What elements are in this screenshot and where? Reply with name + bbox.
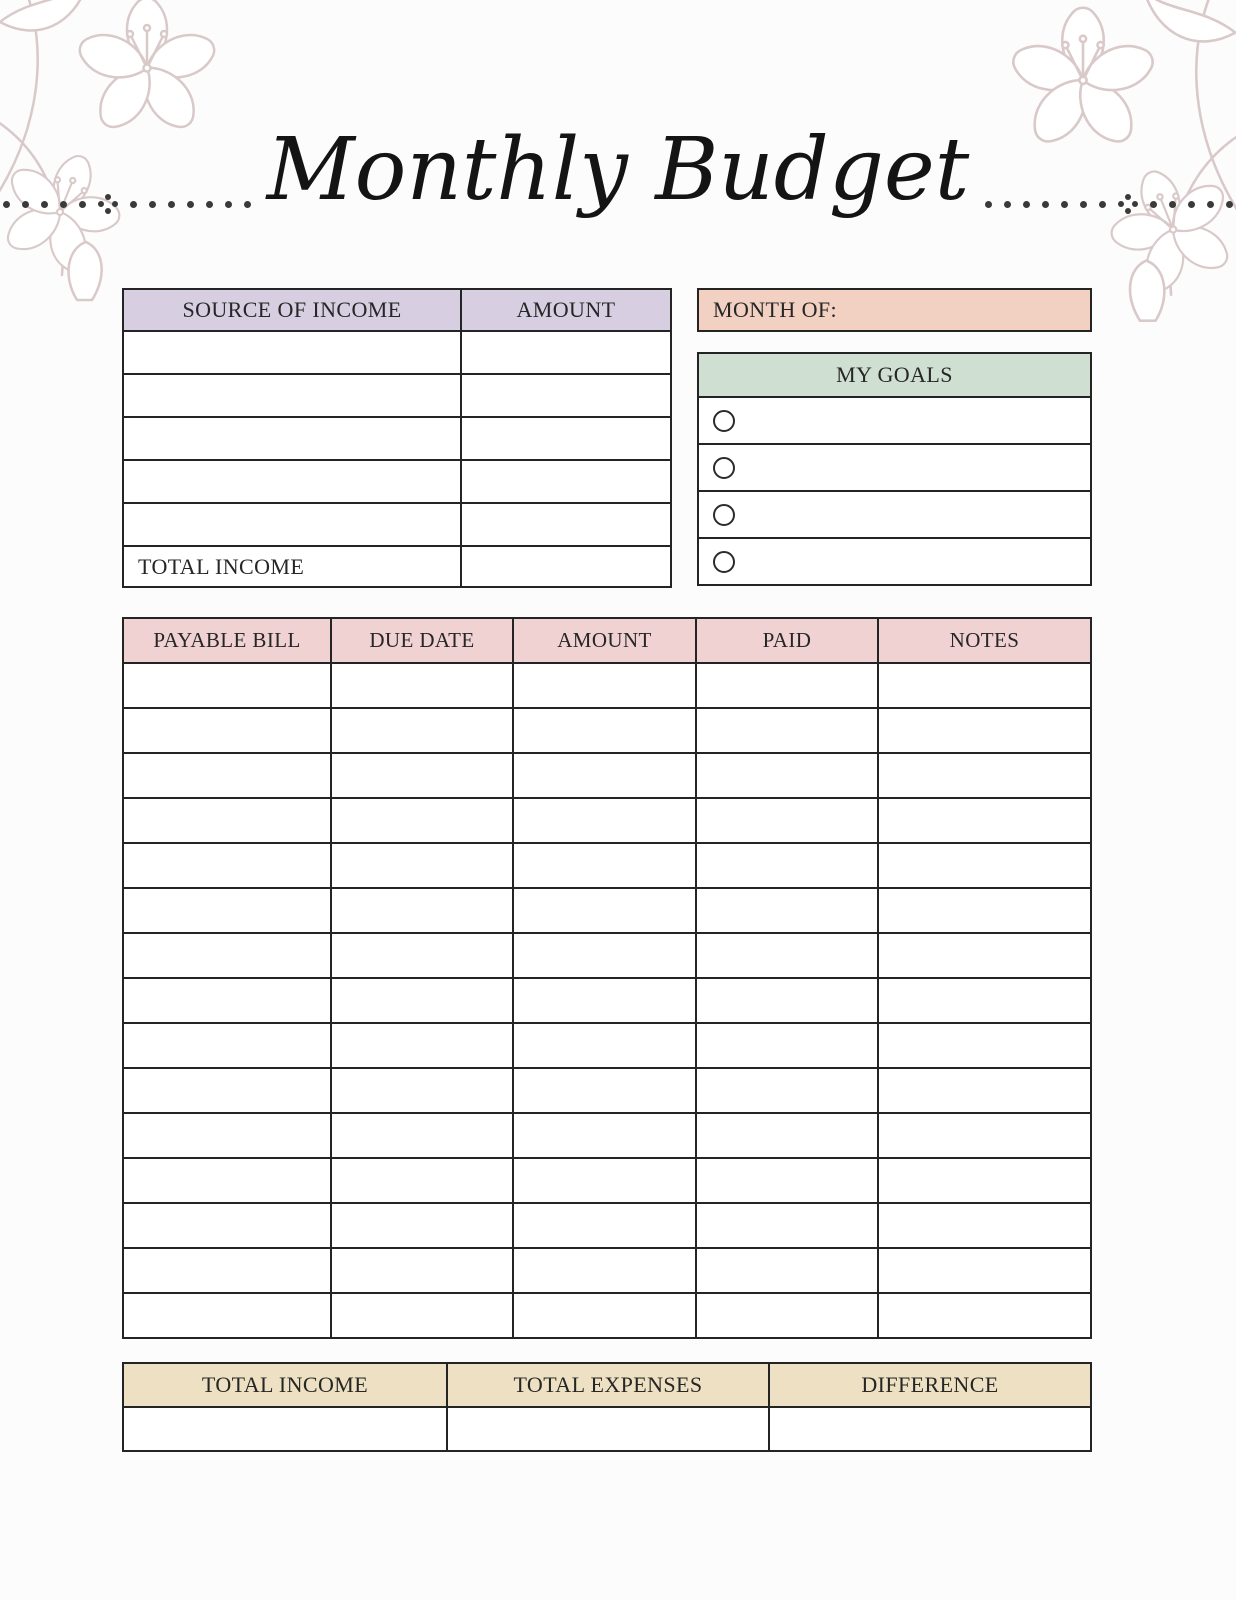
expense-notes-cell[interactable] — [877, 1294, 1090, 1337]
expenses-header-notes: NOTES — [877, 619, 1090, 662]
month-of-field[interactable] — [697, 288, 1092, 332]
expense-due-date-cell[interactable] — [330, 934, 512, 977]
expenses-rows — [124, 664, 1090, 1337]
expense-notes-cell[interactable] — [877, 979, 1090, 1022]
expense-bill-cell[interactable] — [124, 664, 330, 707]
expense-notes-cell[interactable] — [877, 1069, 1090, 1112]
expense-row — [124, 1159, 1090, 1204]
expense-bill-cell[interactable] — [124, 1249, 330, 1292]
expenses-table — [122, 617, 1092, 1339]
expense-notes-cell[interactable] — [877, 1204, 1090, 1247]
expense-row — [124, 979, 1090, 1024]
income-table — [122, 288, 672, 588]
masthead — [0, 96, 1236, 256]
expenses-header-row — [124, 619, 1090, 664]
income-amount-cell[interactable] — [460, 332, 670, 373]
month-of-label: MONTH OF: — [713, 297, 837, 322]
expense-row — [124, 1114, 1090, 1159]
expense-due-date-cell[interactable] — [330, 889, 512, 932]
summary-header-total-expenses: TOTAL EXPENSES — [446, 1364, 768, 1406]
income-source-cell[interactable] — [124, 461, 460, 502]
expense-row — [124, 844, 1090, 889]
page-title: Monthly Budget — [266, 120, 970, 220]
expense-row — [124, 709, 1090, 754]
expense-due-date-cell[interactable] — [330, 754, 512, 797]
expense-paid-cell[interactable] — [695, 1069, 877, 1112]
expense-amount-cell[interactable] — [512, 979, 695, 1022]
income-source-cell[interactable] — [124, 418, 460, 459]
summary-rows — [124, 1408, 1090, 1450]
expense-amount-cell[interactable] — [512, 844, 695, 887]
expense-notes-cell[interactable] — [877, 889, 1090, 932]
summary-header-total-income: TOTAL INCOME — [124, 1364, 446, 1406]
expense-row — [124, 1069, 1090, 1114]
expense-due-date-cell[interactable] — [330, 664, 512, 707]
expense-notes-cell[interactable] — [877, 934, 1090, 977]
expense-due-date-cell[interactable] — [330, 1294, 512, 1337]
income-source-cell[interactable] — [124, 332, 460, 373]
expense-notes-cell[interactable] — [877, 1114, 1090, 1157]
income-source-cell[interactable] — [124, 504, 460, 545]
expense-row — [124, 1024, 1090, 1069]
expense-bill-cell[interactable] — [124, 1024, 330, 1067]
income-row — [124, 332, 670, 375]
income-row — [124, 418, 670, 461]
expense-row — [124, 1204, 1090, 1249]
income-row — [124, 375, 670, 418]
expense-bill-cell[interactable] — [124, 979, 330, 1022]
goal-row[interactable] — [699, 492, 1090, 539]
dotted-ornament-right — [985, 194, 1236, 214]
income-header-source: SOURCE OF INCOME — [124, 290, 460, 330]
summary-total-expenses-cell[interactable] — [446, 1408, 768, 1450]
expense-amount-cell[interactable] — [512, 1069, 695, 1112]
expense-bill-cell[interactable] — [124, 889, 330, 932]
expense-due-date-cell[interactable] — [330, 979, 512, 1022]
expense-paid-cell[interactable] — [695, 709, 877, 752]
goal-checkbox-circle-icon[interactable] — [713, 551, 735, 573]
expense-due-date-cell[interactable] — [330, 709, 512, 752]
expense-paid-cell[interactable] — [695, 889, 877, 932]
goal-checkbox-circle-icon[interactable] — [713, 457, 735, 479]
expense-paid-cell[interactable] — [695, 1114, 877, 1157]
income-total-label: TOTAL INCOME — [138, 553, 305, 579]
income-header-amount: AMOUNT — [460, 290, 670, 330]
income-row — [124, 504, 670, 545]
expense-paid-cell[interactable] — [695, 844, 877, 887]
expenses-header-amount: AMOUNT — [512, 619, 695, 662]
expense-amount-cell[interactable] — [512, 1159, 695, 1202]
goal-checkbox-circle-icon[interactable] — [713, 504, 735, 526]
expense-paid-cell[interactable] — [695, 1249, 877, 1292]
expense-notes-cell[interactable] — [877, 799, 1090, 842]
expense-row — [124, 1249, 1090, 1294]
expense-bill-cell[interactable] — [124, 934, 330, 977]
diamond-dots-icon — [1118, 194, 1138, 214]
expense-bill-cell[interactable] — [124, 1069, 330, 1112]
expense-bill-cell[interactable] — [124, 709, 330, 752]
expense-notes-cell[interactable] — [877, 1159, 1090, 1202]
expenses-header-payable-bill: PAYABLE BILL — [124, 619, 330, 662]
income-row — [124, 461, 670, 504]
expense-amount-cell[interactable] — [512, 664, 695, 707]
expense-amount-cell[interactable] — [512, 1204, 695, 1247]
summary-table — [122, 1362, 1092, 1452]
expense-row — [124, 754, 1090, 799]
expense-due-date-cell[interactable] — [330, 1114, 512, 1157]
expense-amount-cell[interactable] — [512, 799, 695, 842]
expense-amount-cell[interactable] — [512, 709, 695, 752]
expense-amount-cell[interactable] — [512, 1294, 695, 1337]
expense-due-date-cell[interactable] — [330, 1159, 512, 1202]
income-header-row — [124, 290, 670, 332]
expense-paid-cell[interactable] — [695, 1294, 877, 1337]
goal-row[interactable] — [699, 539, 1090, 584]
expense-amount-cell[interactable] — [512, 934, 695, 977]
expense-due-date-cell[interactable] — [330, 844, 512, 887]
income-rows — [124, 332, 670, 545]
expenses-header-due-date: DUE DATE — [330, 619, 512, 662]
summary-total-income-cell[interactable] — [124, 1408, 446, 1450]
income-amount-cell[interactable] — [460, 504, 670, 545]
summary-difference-cell[interactable] — [768, 1408, 1090, 1450]
expense-due-date-cell[interactable] — [330, 1204, 512, 1247]
expense-due-date-cell[interactable] — [330, 1249, 512, 1292]
goal-checkbox-circle-icon[interactable] — [713, 410, 735, 432]
expense-bill-cell[interactable] — [124, 754, 330, 797]
expense-due-date-cell[interactable] — [330, 1069, 512, 1112]
expense-bill-cell[interactable] — [124, 1114, 330, 1157]
expense-bill-cell[interactable] — [124, 799, 330, 842]
expense-notes-cell[interactable] — [877, 709, 1090, 752]
income-amount-cell[interactable] — [460, 375, 670, 416]
summary-header-row — [124, 1364, 1090, 1408]
summary-values-row — [124, 1408, 1090, 1450]
dotted-ornament-left — [0, 194, 251, 214]
expense-amount-cell[interactable] — [512, 754, 695, 797]
summary-header-difference: DIFFERENCE — [768, 1364, 1090, 1406]
expense-amount-cell[interactable] — [512, 1249, 695, 1292]
expense-paid-cell[interactable] — [695, 979, 877, 1022]
income-amount-cell[interactable] — [460, 461, 670, 502]
expense-row — [124, 889, 1090, 934]
goals-title: MY GOALS — [699, 354, 1090, 396]
expense-paid-cell[interactable] — [695, 1159, 877, 1202]
expense-notes-cell[interactable] — [877, 754, 1090, 797]
expense-paid-cell[interactable] — [695, 1024, 877, 1067]
goals-header-row — [699, 354, 1090, 398]
goal-row[interactable] — [699, 398, 1090, 445]
diamond-dots-icon — [98, 194, 118, 214]
expense-row — [124, 799, 1090, 844]
expense-notes-cell[interactable] — [877, 844, 1090, 887]
expense-due-date-cell[interactable] — [330, 1024, 512, 1067]
expense-amount-cell[interactable] — [512, 1024, 695, 1067]
expense-amount-cell[interactable] — [512, 889, 695, 932]
expense-bill-cell[interactable] — [124, 844, 330, 887]
expense-paid-cell[interactable] — [695, 664, 877, 707]
income-total-value-cell[interactable] — [460, 547, 670, 586]
expense-amount-cell[interactable] — [512, 1114, 695, 1157]
goals-rows — [699, 398, 1090, 584]
expense-paid-cell[interactable] — [695, 1204, 877, 1247]
expense-paid-cell[interactable] — [695, 799, 877, 842]
expense-due-date-cell[interactable] — [330, 799, 512, 842]
expense-notes-cell[interactable] — [877, 1249, 1090, 1292]
expense-notes-cell[interactable] — [877, 1024, 1090, 1067]
expense-row — [124, 1294, 1090, 1337]
income-amount-cell[interactable] — [460, 418, 670, 459]
expense-paid-cell[interactable] — [695, 754, 877, 797]
expense-bill-cell[interactable] — [124, 1204, 330, 1247]
income-total-row — [124, 545, 670, 586]
goals-table — [697, 352, 1092, 586]
expense-paid-cell[interactable] — [695, 934, 877, 977]
expense-row — [124, 664, 1090, 709]
income-source-cell[interactable] — [124, 375, 460, 416]
expense-notes-cell[interactable] — [877, 664, 1090, 707]
expense-bill-cell[interactable] — [124, 1294, 330, 1337]
expenses-header-paid: PAID — [695, 619, 877, 662]
expense-bill-cell[interactable] — [124, 1159, 330, 1202]
goal-row[interactable] — [699, 445, 1090, 492]
expense-row — [124, 934, 1090, 979]
